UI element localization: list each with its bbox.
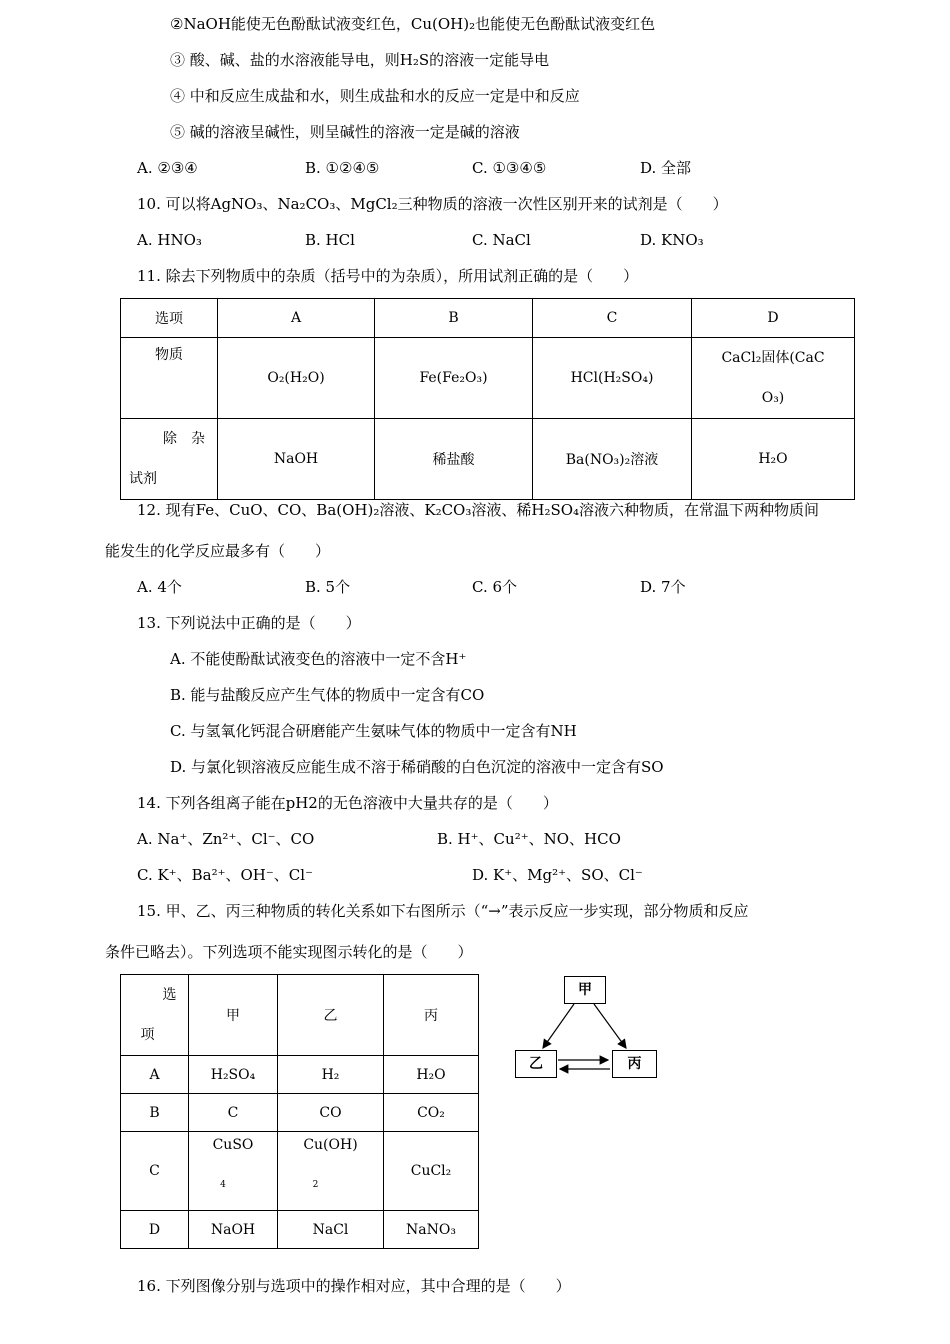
q12-stem-line2: 能发生的化学反应最多有（ ） bbox=[105, 542, 331, 560]
q13-option-c[interactable]: C. 与氢氧化钙混合研磨能产生氨味气体的物质中一定含有NH bbox=[170, 722, 577, 740]
q11-cell: Fe(Fe₂O₃) bbox=[375, 338, 533, 419]
q15-cell bbox=[189, 1132, 278, 1211]
statement-5: ⑤ 碱的溶液呈碱性，则呈碱性的溶液一定是碱的溶液 bbox=[170, 123, 520, 141]
q11-cell bbox=[692, 338, 855, 419]
q10-option-d[interactable]: D. KNO₃ bbox=[640, 231, 704, 249]
arrow-jia-to-bing bbox=[594, 1004, 626, 1048]
q11-stem: 11. 除去下列物质中的杂质（括号中的为杂质），所用试剂正确的是（ ） bbox=[137, 267, 639, 285]
q13-option-a[interactable]: A. 不能使酚酞试液变色的溶液中一定不含H⁺ bbox=[170, 650, 467, 668]
q14-option-b[interactable]: B. H⁺、Cu²⁺、NO、HCO bbox=[437, 830, 621, 848]
q11-cell: H₂O bbox=[692, 419, 855, 500]
q15-cell: H₂ bbox=[278, 1056, 384, 1094]
statement-2: ②NaOH能使无色酚酞试液变红色，Cu(OH)₂也能使无色酚酞试液变红色 bbox=[170, 15, 656, 33]
q11-cell: NaOH bbox=[218, 419, 375, 500]
q11-row-substance-label: 物质 bbox=[121, 338, 218, 419]
q14-option-d[interactable]: D. K⁺、Mg²⁺、SO、Cl⁻ bbox=[472, 866, 643, 884]
q10-option-c[interactable]: C. NaCl bbox=[472, 231, 531, 249]
q15-cell: H₂SO₄ bbox=[189, 1056, 278, 1094]
q15-header-label bbox=[121, 975, 189, 1056]
q11-cell: HCl(H₂SO₄) bbox=[533, 338, 692, 419]
q15-cell: CO₂ bbox=[384, 1094, 479, 1132]
q10-option-b[interactable]: B. HCl bbox=[305, 231, 355, 249]
q15-cell-main: Cu(OH) bbox=[303, 1137, 358, 1153]
q12-stem-line1: 12. 现有Fe、CuO、CO、Ba(OH)₂溶液、K₂CO₃溶液、稀H₂SO₄溶液六种物质，在常温下两种物质间 bbox=[137, 501, 820, 519]
q15-cell-main: CuSO bbox=[212, 1137, 254, 1153]
q11-row-reagent-label bbox=[121, 419, 218, 500]
q9-option-d[interactable]: D. 全部 bbox=[640, 159, 692, 177]
q15-header-yi: 乙 bbox=[278, 975, 384, 1056]
q14-option-c[interactable]: C. K⁺、Ba²⁺、OH⁻、Cl⁻ bbox=[137, 866, 313, 884]
q15-row-label: A bbox=[121, 1056, 189, 1094]
q11-header-d: D bbox=[692, 299, 855, 338]
q11-cell: O₂(H₂O) bbox=[218, 338, 375, 419]
q9-option-b[interactable]: B. ①②④⑤ bbox=[305, 159, 380, 177]
q12-option-c[interactable]: C. 6个 bbox=[472, 578, 518, 596]
q9-option-a[interactable]: A. ②③④ bbox=[137, 159, 198, 177]
q11-row-reagent-label-a: 除 杂 bbox=[163, 431, 205, 447]
q15-stem-line2: 条件已略去）。下列选项不能实现图示转化的是（ ） bbox=[105, 943, 473, 961]
q11-header-label: 选项 bbox=[121, 299, 218, 338]
q16-stem: 16. 下列图像分别与选项中的操作相对应，其中合理的是（ ） bbox=[137, 1277, 571, 1295]
q12-option-b[interactable]: B. 5个 bbox=[305, 578, 351, 596]
q11-header-c: C bbox=[533, 299, 692, 338]
q15-header-label-b: 项 bbox=[140, 1027, 155, 1043]
q15-cell: NaOH bbox=[189, 1211, 278, 1249]
q12-option-d[interactable]: D. 7个 bbox=[640, 578, 686, 596]
q10-stem: 10. 可以将AgNO₃、Na₂CO₃、MgCl₂三种物质的溶液一次性区别开来的试剂是（ ） bbox=[137, 195, 728, 213]
q15-row-label: B bbox=[121, 1094, 189, 1132]
q15-cell: CO bbox=[278, 1094, 384, 1132]
q15-header-label-a: 选 bbox=[162, 987, 177, 1003]
q14-stem: 14. 下列各组离子能在pH2的无色溶液中大量共存的是（ ） bbox=[137, 794, 558, 812]
q12-option-a[interactable]: A. 4个 bbox=[137, 578, 182, 596]
diagram-node-yi: 乙 bbox=[515, 1050, 557, 1078]
q11-cell: Ba(NO₃)₂溶液 bbox=[533, 419, 692, 500]
q14-option-a[interactable]: A. Na⁺、Zn²⁺、Cl⁻、CO bbox=[137, 830, 315, 848]
q15-cell bbox=[278, 1132, 384, 1211]
q15-cell-sub: 4 bbox=[220, 1180, 226, 1190]
q15-cell: NaNO₃ bbox=[384, 1211, 479, 1249]
q15-cell-sub: 2 bbox=[312, 1180, 319, 1190]
q15-cell: NaCl bbox=[278, 1211, 384, 1249]
q11-row-reagent-label-b: 试剂 bbox=[129, 471, 157, 487]
q15-row-label: D bbox=[121, 1211, 189, 1249]
q11-cell: 稀盐酸 bbox=[375, 419, 533, 500]
q11-cell-line2: O₃) bbox=[761, 390, 785, 406]
arrow-jia-to-yi bbox=[543, 1004, 574, 1048]
q13-option-b[interactable]: B. 能与盐酸反应产生气体的物质中一定含有CO bbox=[170, 686, 485, 704]
q15-stem-line1: 15. 甲、乙、丙三种物质的转化关系如下右图所示（“→”表示反应一步实现，部分物质和反应 bbox=[137, 902, 749, 920]
q13-stem: 13. 下列说法中正确的是（ ） bbox=[137, 614, 361, 632]
q15-row-label: C bbox=[121, 1132, 189, 1211]
diagram-node-jia: 甲 bbox=[564, 976, 606, 1004]
q13-option-d[interactable]: D. 与氯化钡溶液反应能生成不溶于稀硝酸的白色沉淀的溶液中一定含有SO bbox=[170, 758, 664, 776]
diagram-node-bing: 丙 bbox=[612, 1050, 657, 1078]
q11-header-a: A bbox=[218, 299, 375, 338]
q15-diagram bbox=[500, 970, 670, 1090]
q15-header-bing: 丙 bbox=[384, 975, 479, 1056]
q11-cell-line1: CaCl₂固体(CaC bbox=[721, 350, 825, 366]
q11-table bbox=[120, 298, 855, 500]
q15-cell: H₂O bbox=[384, 1056, 479, 1094]
statement-3: ③ 酸、碱、盐的水溶液能导电，则H₂S的溶液一定能导电 bbox=[170, 51, 550, 69]
q11-header-b: B bbox=[375, 299, 533, 338]
q15-table bbox=[120, 974, 479, 1249]
q9-option-c[interactable]: C. ①③④⑤ bbox=[472, 159, 547, 177]
q10-option-a[interactable]: A. HNO₃ bbox=[137, 231, 202, 249]
statement-4: ④ 中和反应生成盐和水，则生成盐和水的反应一定是中和反应 bbox=[170, 87, 580, 105]
q15-header-jia: 甲 bbox=[189, 975, 278, 1056]
q15-cell: C bbox=[189, 1094, 278, 1132]
q15-cell: CuCl₂ bbox=[384, 1132, 479, 1211]
